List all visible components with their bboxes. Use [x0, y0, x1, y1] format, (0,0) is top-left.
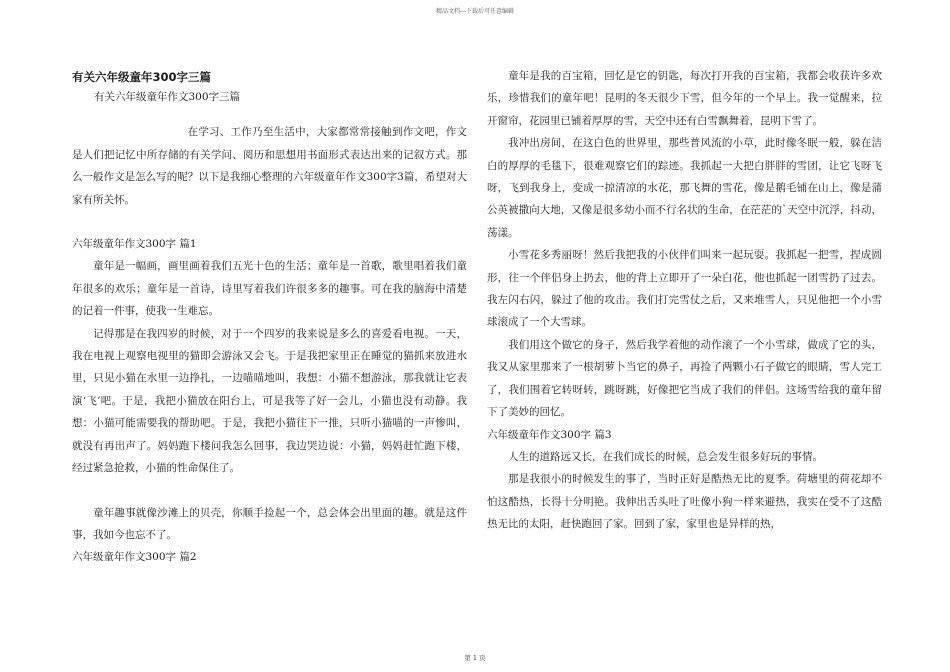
right-column — [487, 65, 882, 536]
essay1-paragraph-2: 记得那是在我四岁的时候，对于一个四岁的我来说是多么的喜爱看电视。一天，我在电视上观察电视里的猫即会游泳又会飞。于是我把家里正在睡觉的猫抓来放进水里，只见小猫在水里一边挣扎，一边喵喵地叫，我想：小猫不想游泳，那我就让它表演‘飞’吧。于是，我把小猫放在阳台上，可是我等了好一会儿，小猫也没有动静。我想：小猫可能需要我的帮助吧。于是，我把小猫往下一推，只听小猫喵的一声惨叫，就没有再出声了。妈妈跑下楼问我怎么回事，我边哭边说：小猫，妈妈赶忙跑下楼，经过紧急抢救，小猫的性命保住了。 — [72, 327, 467, 475]
left-column — [72, 68, 467, 569]
essay1-paragraph-1: 童年是一幅画，画里画着我们五光十色的生活；童年是一首歌，歌里唱着我们童年很多的欢乐；童年是一首诗，诗里写着我们许很多多的趣事。可在我的脑海中清楚的记着一件事，使我一生难忘。 — [72, 260, 467, 318]
page-header: 精品文档---下载后可任意编辑 — [435, 8, 515, 15]
spacer — [72, 211, 467, 233]
spacer — [72, 108, 467, 121]
document-subtitle: 有关六年级童年作文300字三篇 — [94, 91, 241, 103]
spacer — [72, 480, 467, 502]
essay3-paragraph-1: 人生的道路远又长，在我们成长的时候，总会发生很多好玩的事情。 — [508, 450, 823, 463]
essay2-paragraph-2: 我冲出房间，在这白色的世界里，那些普风流的小草，此时像冬眠一般，躲在洁白的厚厚的毛毯下，很难观察它们的踪迹。我抓起一大把白胖胖的雪团，让它飞呀飞呀，飞到我身上，变成一掠清凉的水花，那飞舞的雪花，像是鹅毛铺在山上，像是蒲公英被撒向大地，又像是很多幼小而不行名状的生命，在茫茫的`天空中沉浮，抖动，荡漾。 — [487, 137, 882, 239]
essay2-paragraph-3: 小雪花多秀丽呀！然后我把我的小伙伴们叫来一起玩耍。我抓起一把雪，捏成圆形，往一个伴侣身上扔去，他的背上立即开了一朵白花，他也抓起一团雪扔了过去。我左闪右闪，躲过了他的攻击。我们打完雪仗之后，又来堆雪人，只见他把一个小雪球滚成了一个大雪球。 — [487, 249, 882, 329]
document-title: 有关六年级童年300字三篇 — [72, 70, 212, 84]
essay2-paragraph-1: 童年是我的百宝箱，回忆是它的钥匙，每次打开我的百宝箱，我都会收获许多欢乐，珍惜我们的童年吧！昆明的冬天很少下雪，但今年的一个早上。我一觉醒来，拉开窗帘，花园里已铺着厚厚的雪，天空中还有白雪飘舞着，昆明下雪了。 — [487, 70, 882, 127]
essay3-paragraph-2: 那是我很小的时候发生的事了，当时正好是酷热无比的夏季。荷塘里的荷花却不怕这酷热，长得十分明艳。我伸出舌头吐了吐像小狗一样来避热，我实在受不了这酷热无比的太阳，赶快跑回了家。回到了家，家里也是异样的热， — [487, 473, 882, 531]
essay1-heading: 六年级童年作文300字 篇1 — [72, 238, 197, 251]
intro-paragraph: 在学习、工作乃至生活中，大家都常常接触到作文吧，作文是人们把记忆中所存储的有关学问、阅历和思想用书面形式表达出来的记叙方式。那么一般作文是怎么写的呢？以下是我细心整理的六年级童年作文300字3篇，希望对大家有所关怀。 — [72, 126, 467, 206]
essay3-heading: 六年级童年作文300字 篇3 — [487, 428, 612, 441]
essay2-paragraph-4: 我们用这个做它的身子，然后我学着他的动作滚了一个小雪球，做成了它的头，我又从家里那来了一根胡萝卜当它的鼻子，再捡了两颗小石子做它的眼睛，雪人完工了，我们围着它转呀转，跳呀跳，好像把它当成了我们的伴侣。这场雪给我的童年留下了美妙的回忆。 — [487, 338, 882, 419]
page-footer: 第 1 页 — [464, 654, 486, 662]
essay2-heading: 六年级童年作文300字 篇2 — [72, 551, 197, 564]
essay1-paragraph-3: 童年趣事就像沙滩上的贝壳，你顺手捡起一个，总会体会出里面的趣。就是这件事，我如今也忘不了。 — [72, 506, 467, 541]
